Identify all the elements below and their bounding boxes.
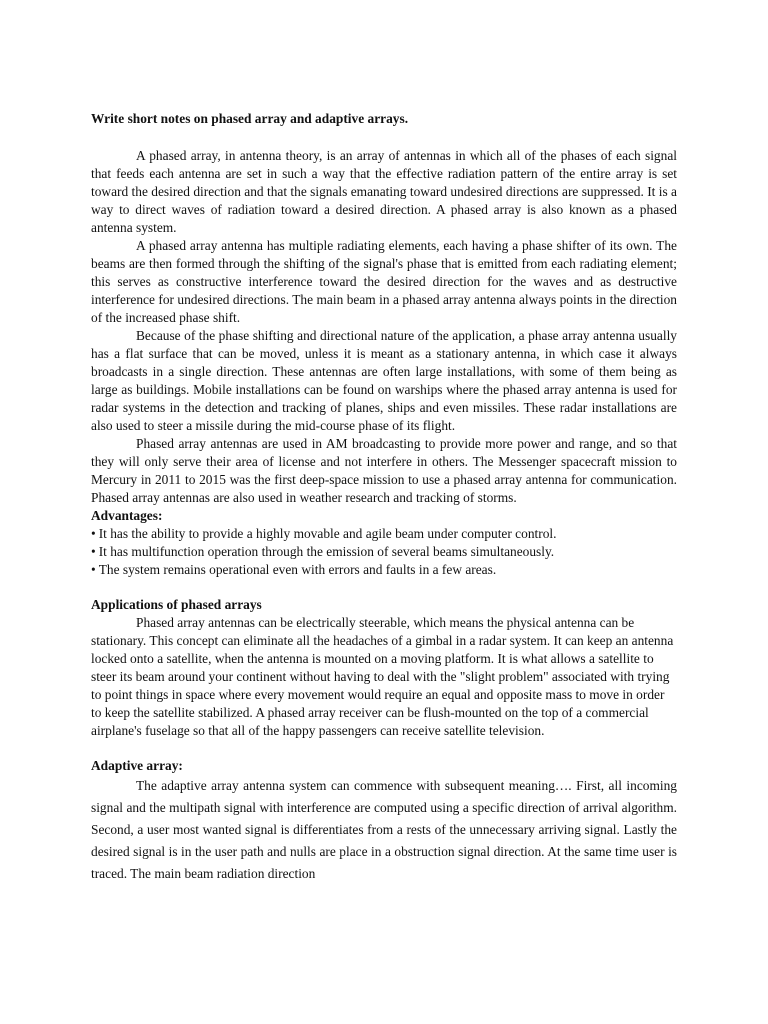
intro-paragraph-1: A phased array, in antenna theory, is an array of antennas in which all of the phases of each signal that feeds each antenna are set in such a way that the effective radiation pattern of the entire array is set toward the desired direction and that the signals emanating toward undesired directions are suppressed. It is a way to direct waves of radiation toward a desired direction. A phased array is also known as a phased antenna system. <box>91 148 677 235</box>
advantages-list <box>91 525 677 579</box>
advantages-heading: Advantages: <box>91 508 163 523</box>
applications-heading: Applications of phased arrays <box>91 597 262 612</box>
document-page <box>91 110 677 885</box>
intro-paragraph-4: Phased array antennas are used in AM broadcasting to provide more power and range, and so that they will only serve their area of license and not interfere in others. The Messenger spacecraft mission to Mercury in 2011 to 2015 was the first deep-space mission to use a phased array antenna for communication. Phased array antennas are also used in weather research and tracking of storms. <box>91 436 677 505</box>
applications-paragraph: Phased array antennas can be electrically steerable, which means the physical antenna can be stationary. This concept can eliminate all the headaches of a gimbal in a radar system. It can keep an antenna locked onto a satellite, when the antenna is mounted on a moving platform. It is what allows a satellite to steer its beam around your continent without having to deal with the "slight problem" associated with trying to point things in space where every movement would require an equal and opposite mass to move in order to keep the satellite stabilized. A phased array receiver can be flush-mounted on the top of a commercial airplane's fuselage so that all of the happy passengers can receive satellite television. <box>91 615 674 738</box>
adaptive-heading: Adaptive array: <box>91 758 183 773</box>
adaptive-paragraph: The adaptive array antenna system can commence with subsequent meaning…. First, all incoming signal and the multipath signal with interference are computed using a specific direction of arrival algorithm. Second, a user most wanted signal is differentiates from a rests of the unnecessary arriving signal. Lastly the desired signal is in the user path and nulls are place in a obstruction signal direction. At the same time user is traced. The main beam radiation direction <box>91 778 677 881</box>
document-title: Write short notes on phased array and adaptive arrays. <box>91 111 409 126</box>
advantage-item-1: • It has the ability to provide a highly movable and agile beam under computer control. <box>91 525 677 543</box>
advantage-item-3: • The system remains operational even with errors and faults in a few areas. <box>91 561 677 579</box>
intro-paragraph-2: A phased array antenna has multiple radiating elements, each having a phase shifter of its own. The beams are then formed through the shifting of the signal's phase that is emitted from each radiating element; this serves as constructive interference toward the desired direction for the waves and as destructive interference for undesired directions. The main beam in a phased array antenna always points in the direction of the increased phase shift. <box>91 238 677 325</box>
advantage-item-2: • It has multifunction operation through the emission of several beams simultaneously. <box>91 543 677 561</box>
intro-paragraph-3: Because of the phase shifting and directional nature of the application, a phase array antenna usually has a flat surface that can be moved, unless it is meant as a stationary antenna, in which case it always broadcasts in a single direction. These antennas are often large installations, with some of them being as large as buildings. Mobile installations can be found on warships where the phased array antenna is used for radar systems in the detection and tracking of planes, ships and even missiles. These radar installations are also used to steer a missile during the mid-course phase of its flight. <box>91 328 677 433</box>
